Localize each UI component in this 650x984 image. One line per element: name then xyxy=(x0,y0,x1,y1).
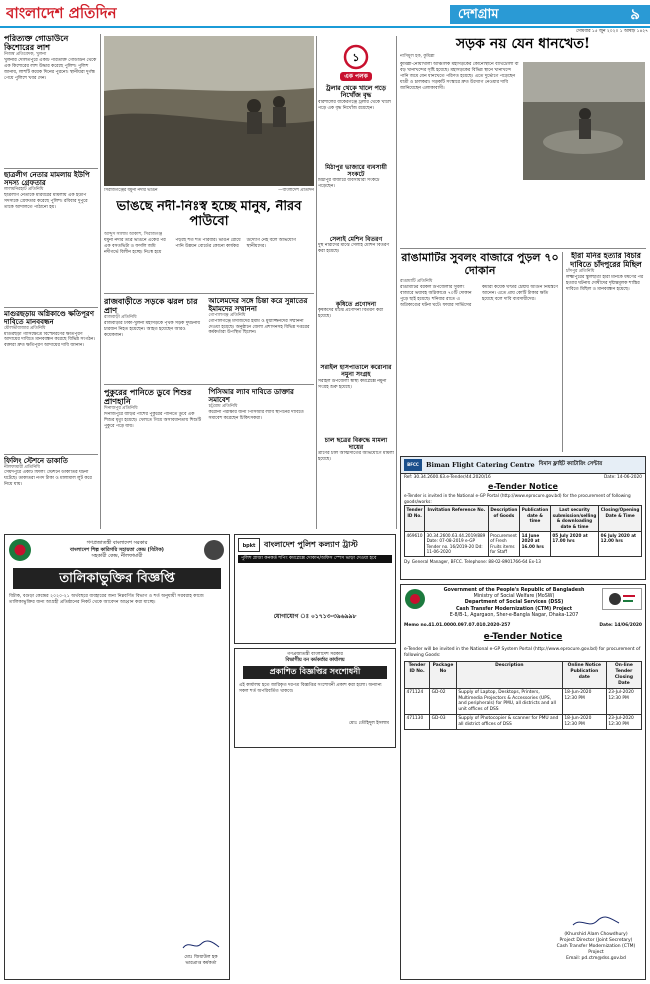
road-photo xyxy=(523,62,645,180)
ekpalok-column xyxy=(318,36,394,529)
dss-dept: Department of Social Services (DSS) xyxy=(464,600,564,606)
article-body: কুমিল্লা-নোয়াখালী আঞ্চলিক মহাসড়কের কোনোস্থানে বীথিটোলা বা বড় খানাখন্দের সৃষ্টি হয়েছে। মহাসড়কের বিভিন্ন স্থানে খানাখন্দে পানি জমে যেন ধানখেতে পরিণত হয়েছে। এতে দুর্ভোগে পড়েছেন যাত্রী ও চালকরা। সড়কটি সংস্কারে দ্রুত উদ্যোগ নেওয়ার দাবি জানিয়েছেন এলাকাবাসী। xyxy=(400,61,519,91)
bfcc-ref: Ref: 30.34.2600.63.e-Tender/44.2020/16 xyxy=(404,475,491,480)
dss-sign-office: Cash Transfer Modernization (CTM) Project xyxy=(556,944,636,956)
signature-icon xyxy=(181,938,221,952)
byline: দিনাজপুর প্রতিনিধি xyxy=(104,406,138,412)
listing-signature-block xyxy=(181,938,221,967)
headline: রাঙামাটির সুবলং বাজারে পুড়ল ৭০ দোকান xyxy=(401,252,559,277)
divider xyxy=(104,384,314,385)
mujib-borsho-icon xyxy=(202,538,226,562)
table-cell: Procurement of Fresh Fruits items for Staff xyxy=(488,531,519,556)
article-body: দিনাজপুরে বাড়ির পাশের পুকুরের পানিতে ডুবে এক শিশুর মৃত্যু হয়েছে। খেলতে গিয়ে অসাবধানতায় শিশুটি পুকুরে পড়ে যায়। xyxy=(104,412,202,429)
table-cell: 06 July 2020 at 12.00 hrs xyxy=(599,531,642,556)
police-trust-title: বাংলাদেশ পুলিশ কল্যাণ ট্রাস্ট xyxy=(264,539,358,549)
ekpalok-item xyxy=(318,437,394,491)
ad-dss-etender xyxy=(400,584,646,980)
bfcc-org-bn: বিমান ফ্লাইট ক্যাটারিং সেন্টার xyxy=(538,461,603,468)
bfcc-table-wrap xyxy=(401,505,645,556)
divider xyxy=(4,307,98,308)
byline: রাঙামাটি প্রতিনিধি xyxy=(400,279,433,285)
article-rajbari-accident xyxy=(104,297,204,381)
column-rule xyxy=(396,36,397,529)
article-river-erosion xyxy=(104,200,314,530)
lead-content xyxy=(400,62,646,232)
headline: চাল ছত্রের বিরুদ্ধে মামলা দায়ের xyxy=(324,436,388,451)
ekpalok-item xyxy=(318,236,394,299)
bfcc-table xyxy=(404,505,642,556)
table-row xyxy=(405,688,642,714)
table-cell: GD-03 xyxy=(430,714,457,729)
ad-listing-notice xyxy=(4,534,230,980)
table-header-row xyxy=(405,506,642,531)
ekpalok-circle-icon xyxy=(343,44,369,70)
divider xyxy=(104,293,314,294)
ekpalok-tag: এক পলক xyxy=(340,72,372,81)
dss-project: Cash Transfer Modernization (CTM) Project xyxy=(455,606,573,612)
river-erosion-photo xyxy=(104,36,314,186)
article-kishor xyxy=(4,34,98,166)
byline: রাজবাড়ী প্রতিনিধি xyxy=(104,315,137,321)
table-cell: 469610 xyxy=(405,531,425,556)
dss-memo: Memo no.41.01.0000.097.07.010.2020-257 xyxy=(404,623,511,629)
article-body: গোপালগঞ্জে মসজিদের ইমাম ও মুয়াজ্জিনদের সম্মাননা দেওয়া হয়েছে। অনুষ্ঠানে জেলা প্রশাসনসহ বিভিন্ন দপ্তরের কর্মকর্তারা উপস্থিত ছিলেন। xyxy=(208,318,310,336)
byline: নীলফামারী প্রতিনিধি xyxy=(4,464,40,470)
table-header: Closing/Opening Date & Time xyxy=(599,506,642,531)
table-header: Online Notice Publication date xyxy=(562,662,606,688)
divider xyxy=(4,168,98,169)
article-body: ত্রাণের চাল আত্মসাতের অভিযোগে মামলা হয়েছে। xyxy=(318,450,394,462)
ekpalok-item xyxy=(318,301,394,362)
column-rule xyxy=(316,36,317,529)
article-magurchhara xyxy=(4,310,98,452)
date-line: সোমবার ১৫ জুন ২০২০ ১ আষাঢ় ১৪২৭ xyxy=(575,29,648,34)
article-body: সরাইল উপজেলা স্বাস্থ্য কমপ্লেক্সে নমুনা সংগ্রহ শুরু হয়েছে। xyxy=(318,378,387,390)
article-drowning xyxy=(104,388,204,468)
section-band xyxy=(450,5,650,24)
bfcc-banner xyxy=(401,457,645,474)
article-lead-road xyxy=(400,36,646,246)
article-body: মিঠাপুর বাজারে ব্যবসায়ীরা সংকটে পড়েছেন। xyxy=(318,178,380,190)
table-header: Tender ID No. xyxy=(405,662,430,688)
photo-credit: —বাংলাদেশ প্রতিদিন xyxy=(278,188,314,193)
ekpalok-badge-wrap xyxy=(318,44,394,81)
headline: পিসিআর ল্যাব দাবিতে ডাক্তার সমাবেশ xyxy=(208,386,294,404)
byline: নাসিমুল হক, কুমিল্লা xyxy=(400,54,435,60)
page-header xyxy=(0,0,650,28)
dss-table xyxy=(404,661,642,729)
article-body: কৃষকদের মাঝে প্রণোদনা বিতরণ করা হয়েছে। xyxy=(318,308,384,320)
headline: মিঠাপুর ভাজারে ব্যবসায়ী সংকটে xyxy=(325,163,387,178)
river-photo-illustration xyxy=(104,36,314,186)
headline: ফিলিং স্টেশনে ডাকাতি xyxy=(4,455,68,465)
byline: মৌলভীবাজার প্রতিনিধি xyxy=(4,325,46,331)
ad-police-trust xyxy=(234,534,396,644)
listing-header xyxy=(5,535,229,565)
bfcc-ref-line xyxy=(401,474,645,482)
article-body: লক্ষ্মীপুরের স্কুলছাত্রী হীরা মনিকে ধর্ষণের পর হত্যার ঘটনায় দোষীদের দৃষ্টান্তমূলক শাস্তির দাবিতে মিছিল ও মানববন্ধন হয়েছে। xyxy=(566,275,644,292)
page-number: ৯ xyxy=(630,5,640,23)
article-body: বরিশালের বাকেরগঞ্জে ট্রলার থেকে খালে পড়ে এক বৃদ্ধ নিখোঁজ রয়েছেন। xyxy=(318,99,391,111)
article-body: মাগুরছড়া গ্যাসক্ষেত্রে বিস্ফোরণের ক্ষতিপূরণ আদায়ের দাবিতে মানববন্ধন করেছে বিভিন্ন সংগঠন। বক্তারা দ্রুত ক্ষতিপূরণ আদায়ের দাবি জানান। xyxy=(4,331,95,349)
listing-body: বিটাক, বগুড়া কেন্দ্রের ২০২০-২১ অর্থবছরে ব্যবহারের জন্য নিম্নবর্ণিত বিভাগ ও শর্ত অনুযায়ী সরবরাহ কাজে তালিকাভুক্তির জন্য আগ্রহী প্রতিষ্ঠানের নিকট থেকে আবেদন আহ্বান করা যাচ্ছে। xyxy=(9,594,204,606)
headline: কৃষিতে প্রণোদনা xyxy=(335,301,377,309)
ekpalok-item xyxy=(318,364,394,434)
listing-addr: সহকারী কেন্দ্র, নীলফামারী xyxy=(91,553,143,560)
article-chhatraleague xyxy=(4,171,98,305)
column-rule xyxy=(100,34,101,529)
dss-email: Email: pd.ctm@dss.gov.bd xyxy=(566,956,626,962)
newspaper-logo: বাংলাদেশ প্রতিদিন xyxy=(6,4,117,22)
table-cell: 471130 xyxy=(405,714,430,729)
ekpalok-item xyxy=(318,85,394,162)
correction-header-line: গণপ্রজাতন্ত্রী বাংলাদেশ সরকার xyxy=(287,652,343,657)
column-rule xyxy=(562,252,563,452)
headline: ট্রলার থেকে খালে পড়ে নিখোঁজ বৃদ্ধ xyxy=(326,84,386,100)
government-emblem-icon xyxy=(8,538,32,562)
government-emblem-icon xyxy=(404,588,426,610)
article-body: রাজবাড়ীর ঢাকা-খুলনা মহাসড়কে পৃথক সড়ক দুর্ঘটনায় চারজন নিহত হয়েছেন। আহত হয়েছেন আরও কয়েকজন। xyxy=(104,320,200,338)
article-body: করোনা পরীক্ষার জন্য পিসিআর ল্যাব স্থাপনের দাবিতে সমাবেশ করেছেন চিকিৎসকরা। xyxy=(208,409,304,421)
divider xyxy=(4,454,98,455)
correction-office: বিভাগীয় বন কর্মকর্তার কার্যালয় xyxy=(285,658,345,664)
mujib-borsho-icon xyxy=(607,591,637,607)
bfcc-intro: e-Tender is invited in the National e-GP Portal (http://www.eprocure.gov.bd) for the procurement of following goods/works: xyxy=(404,493,631,504)
table-cell: 18-Jun-2020 12:30 PM xyxy=(562,688,606,714)
table-cell: Supply of Photocopier & scanner for PMU and all district offices of DSS xyxy=(456,714,562,729)
dss-sign-title: Project Director (Joint Secretary) xyxy=(559,938,633,944)
dss-address: E-8/B-1, Agargaon, Sher-e-Bangla Nagar, Dhaka-1207 xyxy=(449,612,579,618)
headline: ছাত্রলীগ নেতার মামলায় ইউপি সদস্য গ্রেফতার xyxy=(4,169,90,187)
article-hira-moni xyxy=(566,252,646,452)
table-header-row xyxy=(405,662,642,688)
table-row xyxy=(405,531,642,556)
table-cell: 23-Jul-2020 12:30 PM xyxy=(606,714,641,729)
listing-header-line: গণপ্রজাতন্ত্রী বাংলাদেশ সরকার xyxy=(86,539,148,546)
article-body: খুলনার দৌলতপুরে একটি পরিত্যক্ত গোডাউন থেকে এক কিশোরের লাশ উদ্ধার করেছে পুলিশ। পুলিশ জানায়, লাশটি কয়েক দিনের পুরনো। স্থানীয়রা দুর্গন্ধ পেয়ে পুলিশে খবর দেন। xyxy=(4,57,97,81)
table-header: Last security submission/selling & downloading date & time xyxy=(550,506,598,531)
correction-title: প্রকাশিত বিজ্ঞপ্তির সংশোধনী xyxy=(243,666,387,679)
table-cell: Supply of Laptop, Desktops, Printers, Multimedia Projectors & Accessories (UPS, and peripherals) for PMU, all districts and all unit offices of DSS xyxy=(456,688,562,714)
headline: ভাঙছে নদী-নিঃস্ব হচ্ছে মানুষ, নীরব পাউবো xyxy=(116,200,302,229)
table-header: Tender ID No. xyxy=(405,506,425,531)
svg-text:১: ১ xyxy=(352,51,360,64)
table-cell: 18-Jun-2020 12:30 PM xyxy=(562,714,606,729)
bfcc-footer: Dy. General Manager, BFCC. Telephone: 88-02-8901766-64 Ex-13 xyxy=(404,558,541,564)
dss-ministry: Ministry of Social Welfare (MoSW) xyxy=(473,594,555,600)
correction-signer: মোঃ তৌহিদুল ইসলাম xyxy=(348,720,389,726)
dss-table-wrap xyxy=(401,659,645,731)
article-pcr xyxy=(208,388,312,466)
article-body: যমুনা নদীর তীব্র ভাঙনে একের পর এক বসতভিটা ও ফসলি জমি নদীগর্ভে বিলীন হচ্ছে। নিঃস্ব হয়ে পড়ছে শত শত পরিবার। ভাঙন রোধে পানি উন্নয়ন বোর্ডের কোনো কার্যকর উদ্যোগ নেই বলে অভিযোগ স্থানীয়দের। xyxy=(104,237,296,255)
dss-intro: e-Tender will be invited in the National e-GP System Portal (http://www.eprocure.gov.bd) for procurement of following Goods: xyxy=(404,646,641,658)
headline: পরিত্যক্ত গোডাউনে কিশোরের লাশ xyxy=(4,34,69,52)
bfcc-date: Date: 14-06-2020 xyxy=(603,475,642,480)
table-header: On-line Tender Closing Date xyxy=(606,662,641,688)
byline: আব্দুস সালাম আকাশ, সিরাজগঞ্জ xyxy=(104,231,163,237)
article-body: রাঙামাটির বরকল উপজেলার সুবলং বাজারে ভয়াবহ অগ্নিকাণ্ডে ৭০টি দোকান পুড়ে ছাই হয়েছে। শনিবার রাতে এ অগ্নিকাণ্ডের ঘটনা ঘটে। ফায়ার সার্ভিসের কর্মীরা কয়েক ঘণ্টার চেষ্টায় আগুন নিয়ন্ত্রণে আনেন। এতে প্রায় কোটি টাকার ক্ষতি হয়েছে বলে দাবি ব্যবসায়ীদের। xyxy=(400,285,559,308)
left-column xyxy=(4,34,98,529)
table-header: Package No xyxy=(430,662,457,688)
ad-correction-notice xyxy=(234,648,396,748)
headline: সরাইল হাসপাতালে করোনার নমুনা সংগ্রহ xyxy=(320,364,392,379)
police-trust-logo: bpkt xyxy=(238,538,260,552)
byline: চাঁদপুর প্রতিনিধি xyxy=(566,269,595,275)
table-header: Invitation Reference No. xyxy=(425,506,489,531)
headline: হীরা মনির হত্যার বিচার দাবিতে চাঁদপুরের মিছিল xyxy=(570,252,642,269)
byline: লালমনিরহাট প্রতিনিধি xyxy=(4,186,44,192)
divider xyxy=(400,248,646,249)
table-header: Description xyxy=(456,662,562,688)
dss-title: e-Tender Notice xyxy=(483,631,563,642)
police-trust-body xyxy=(235,563,395,613)
bfcc-title: e-Tender Notice xyxy=(488,481,558,491)
signature-icon xyxy=(571,915,621,929)
dss-date: Date: 14/06/2020 xyxy=(599,623,642,629)
article-body: ছাত্রলীগ নেতাকে মারধরের মামলায় এক ইউপি সদস্যকে গ্রেফতার করেছে পুলিশ। রবিবার দুপুরে তাকে আদালতে পাঠানো হয়। xyxy=(4,192,88,210)
dss-memo-line xyxy=(401,622,645,630)
bfcc-logo: BFCC xyxy=(404,459,422,471)
headline: সড়ক নয় যেন ধানখেত! xyxy=(455,36,591,52)
article-rangamati-fire xyxy=(400,252,560,452)
police-trust-tagline: পুলিশ প্লাজা কনকর্ড শপিং কমপ্লেক্সে দোকান/অফিস স্পেস ভাড়া দেওয়া হবে xyxy=(238,555,392,563)
headline: পুকুরের পানিতে ডুবে শিশুর প্রাণহানি xyxy=(104,386,192,407)
byline: গোপালগঞ্জ প্রতিনিধি xyxy=(208,312,246,318)
ad-bfcc-etender xyxy=(400,456,646,580)
dss-gov-line: Government of the People's Republic of Bangladesh xyxy=(443,588,585,593)
article-eid xyxy=(208,297,312,379)
photo-caption: সিরাজগঞ্জের যমুনা নদীর ভাঙন xyxy=(104,188,158,193)
police-trust-header xyxy=(235,535,395,555)
listing-signer-title: ভারপ্রাপ্ত কর্মকর্তা xyxy=(185,960,217,966)
byline: নিজস্ব প্রতিবেদক, খুলনা xyxy=(4,51,47,57)
article-body: দুস্থ নারীদের মাঝে সেলাই মেশিন বিতরণ করা হয়েছে। xyxy=(318,243,390,255)
byline: চট্টগ্রাম প্রতিনিধি xyxy=(208,403,238,409)
dss-header xyxy=(401,585,645,622)
table-cell: GD-02 xyxy=(430,688,457,714)
table-cell: 14 June 2020 at 16.00 hrs xyxy=(520,531,551,556)
table-cell: 23-Jul-2020 12:30 PM xyxy=(606,688,641,714)
article-filling-station xyxy=(4,457,98,529)
dss-signature-block xyxy=(551,915,641,962)
table-cell: 471124 xyxy=(405,688,430,714)
table-cell: 30.34.2600.63.44.2019/889 Date: 07-08-2019 e-GP Tender no. 16/2019-20 Dd: 11-06-2020 xyxy=(425,531,489,556)
headline: সেলাই মেশিন বিতরণ xyxy=(329,236,383,244)
table-header: Description of Goods xyxy=(488,506,519,531)
police-trust-contact: যোগাযোগ ঃ ০১৭১৩-৩৯৬৯৯৮ xyxy=(273,613,357,621)
section-name: দেশগ্রাম xyxy=(458,7,499,22)
road-photo-illustration xyxy=(523,62,645,180)
table-header: Publication date & time xyxy=(520,506,551,531)
article-body: সৈয়দপুরে একটি ফিলিং স্টেশনে ডাকাতির ঘটনা ঘটেছে। ডাকাতরা নগদ টাকা ও মালামাল লুট করে নিয়ে যায়। xyxy=(4,470,92,488)
headline: মাগুরছড়ায় অগ্নিকাণ্ডে ক্ষতিপূরণ দাবিতে মানববন্ধন xyxy=(4,308,94,326)
ekpalok-item xyxy=(318,164,394,234)
listing-title: তালিকাভুক্তির বিজ্ঞপ্তি xyxy=(13,568,221,589)
correction-body: এই কার্যালয় হতে জারিকৃত দরপত্র বিজ্ঞপ্তির সংশোধনী প্রকাশ করা হলো। অন্যান্য সকল শর্ত অপরিবর্তিত থাকবে। xyxy=(239,682,382,694)
headline: রাজবাড়ীতে সড়কে ঝরল চার প্রাণ xyxy=(104,295,198,315)
table-cell: 05 July 2020 at 17.00 hrs xyxy=(550,531,598,556)
listing-signer: মোঃ জিয়াউল হক xyxy=(184,954,218,960)
dss-signatory: (Khurshid Alam Chowdhury) xyxy=(564,932,628,938)
listing-org-block xyxy=(32,540,202,560)
mujib-borsho-logo xyxy=(602,588,642,610)
listing-sub-line: বাংলাদেশ শিল্প কারিগরি সহায়তা কেন্দ্র (বিটাক) xyxy=(70,546,164,553)
headline: আলেমদের সঙ্গে চিন্তা করে সুন্নাতের ইমামদের সম্মাননা xyxy=(208,295,308,313)
table-row xyxy=(405,714,642,729)
dss-org-block xyxy=(426,588,602,619)
bfcc-org-en: Biman Flight Catering Centre xyxy=(426,460,535,469)
